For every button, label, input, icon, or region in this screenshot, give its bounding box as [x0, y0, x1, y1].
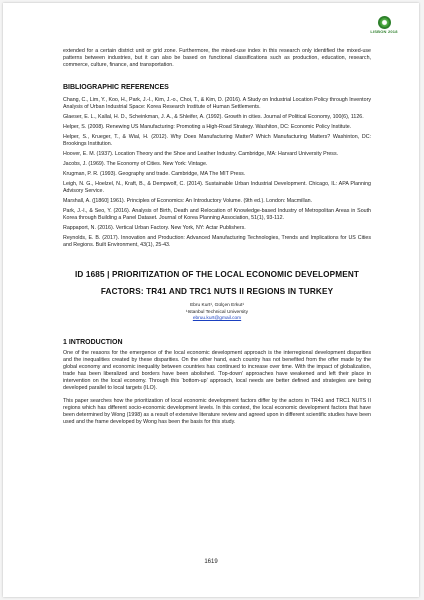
paper-title-line: ID 1685 | PRIORITIZATION OF THE LOCAL ECONOMIC DEVELOPMENT — [74, 270, 360, 279]
references-heading: BIBLIOGRAPHIC REFERENCES — [63, 84, 169, 91]
references-list — [63, 97, 371, 249]
reference-item: Hoover, E. M. (1937). Location Theory and the Shoe and Leather Industry. Cambridge, MA: Harvard University Press. — [63, 151, 339, 157]
reference-item: Park, J.-I., & Seo, Y. (2016). Analysis of Birth, Death and Relocation of Knowledge-based Industry of Metropolitan Areas in South Korea through Building a Panel Dataset. Journal of Korea Planning Association, 51(1), 93-112. — [63, 208, 371, 221]
paper-title-line: FACTORS: TR41 AND TRC1 NUTS II REGIONS IN TURKEY — [100, 287, 334, 296]
reference-item: Marshall, A. ([1860] 1961). Principles of Economics: An Introductory Volume. (9th ed.). London: Macmillan. — [63, 198, 313, 204]
author-names: Ebru Kurt¹, Gülçen Erkut¹ — [190, 303, 244, 308]
logo-emblem-icon — [378, 16, 391, 29]
introduction-heading: 1 INTRODUCTION — [63, 338, 123, 346]
reference-item: Chang, C., Lim, Y., Koo, H., Park, J.-I., Kim, J.-o., Choi, T., & Kim, D. (2016). A Study on Industrial Location Policy through Inventory Analysis of Urban Industrial Space: Korea Research Institute of Human Settlements. — [63, 97, 371, 110]
author-email-link[interactable]: ebruu.kurt@gmail.com — [192, 316, 242, 321]
previous-section-text: extended for a certain district unit or grid zone. Furthermore, the mixed-use index in this research only identified the mixed-use patterns between industries, but it can also be based on functional classifications such as production, education, research, commerce, culture, finance, and transportation. — [63, 48, 371, 68]
document-page — [3, 3, 419, 597]
author-block — [63, 303, 371, 323]
introduction-paragraph: One of the reasons for the emergence of the local economic development approach is the interregional development disparities and the inequalities created by these disparities. On the other hand, each country has not benefited from the offer made by the global economy and economic inequality between countries has continued to increase over time. With the impact of globalization, trade has been liberalized and borders have been abolished. ‘Top-down’ approaches have weakened and left their place in intervention on the local economy. Through this ‘bottom-up’ approach, local needs are better defined and strategies are being developed parallel to local targets (ILO). — [63, 349, 371, 391]
logo-text: LISBON 2018 — [370, 29, 398, 34]
paper-title — [63, 266, 371, 300]
reference-item: Helper, S., Krueger, T., & Wial, H. (2012). Why Does Manufacturing Matter? Which Manufacturing Matters? Washinton, DC: Brookings Institution. — [63, 134, 371, 147]
reference-item: Helper, S. (2008). Renewing US Manufacturing: Promoting a High-Road Strategy. Washiton, DC: Economic Policy Institute. — [63, 124, 352, 130]
reference-item: Reynolds, E. B. (2017). Innovation and Production: Advanced Manufacturing Technologies, Trends and Implications for US Cities and Regions. Built Environment, 43(1), 25-43. — [63, 235, 371, 248]
reference-item: Rappaport, N. (2016). Vertical Urban Factory. New York, NY: Actar Publishers. — [63, 225, 246, 231]
reference-item: Krugman, P. R. (1993). Geography and trade. Cambridge, MA The MIT Press. — [63, 171, 246, 177]
reference-item: Leigh, N. G., Hoelzel, N., Kraft, B., & Dempwolf, C. (2014). Sustainable Urban Industrial Development. Chicago, IL: APA Planning Advisory Service. — [63, 181, 371, 194]
page-number: 1619 — [204, 559, 218, 565]
page-content — [63, 48, 371, 426]
introduction-paragraph: This paper searches how the prioritization of local economic development factors differ by the actors in TR41 and TRC1 NUTS II regions which has different socio-economic development levels. In this context, the local economic development factors that have been determined by Wong (1998) as a result of extensive literature review and agreed upon in different scientific studies have been used and the frame developed by Wong has been the basis for this study. — [63, 397, 371, 425]
reference-item: Glaeser, E. L., Kallal, H. D., Scheinkman, J. A., & Shleifer, A. (1992). Growth in cities. Journal of Political Economy, 100(6), 1126. — [63, 114, 364, 120]
author-affiliation: ¹Istanbul Technical University — [185, 309, 249, 315]
conference-logo — [369, 16, 399, 36]
reference-item: Jacobs, J. (1969). The Economy of Cities. New York: Vintage. — [63, 161, 208, 167]
